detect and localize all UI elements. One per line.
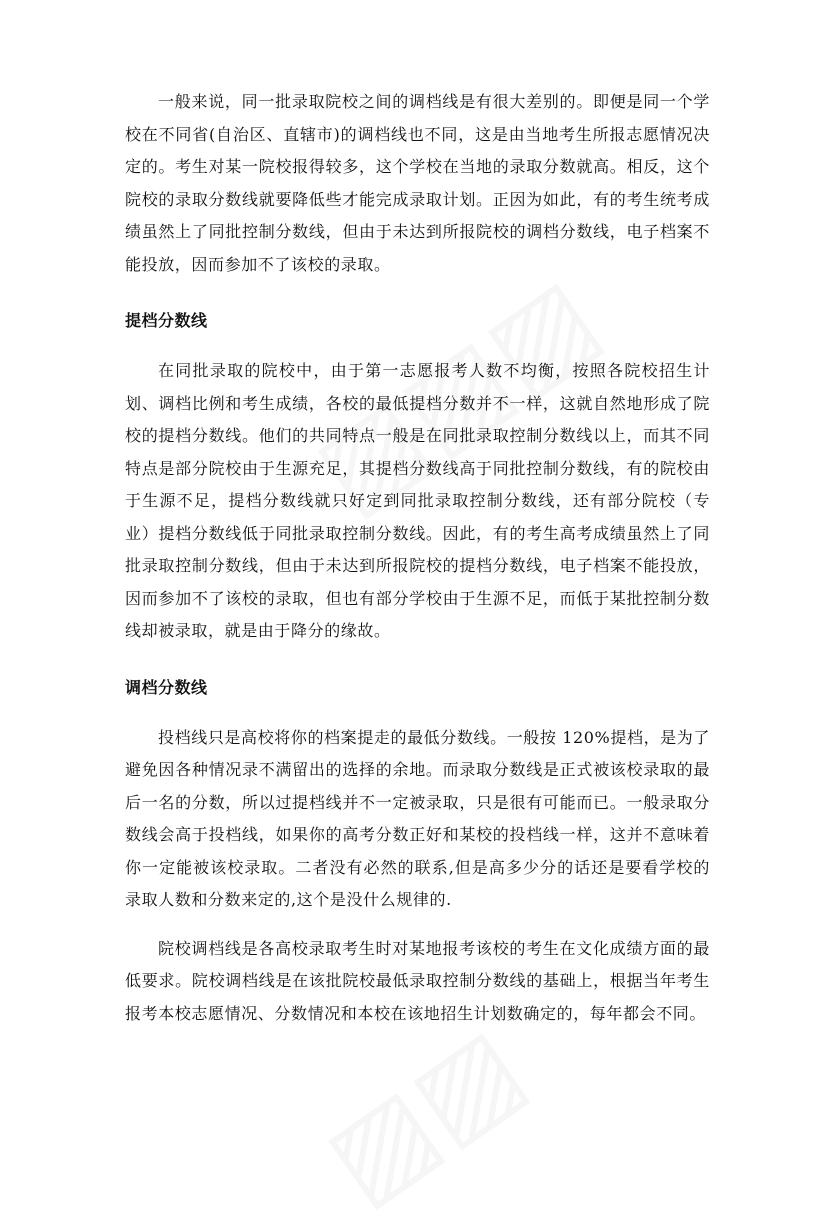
paragraph: 在同批录取的院校中，由于第一志愿报考人数不均衡，按照各院校招生计划、调档比例和考生成绩，各校的最低提档分数并不一样，这就自然地形成了院校的提档分数线。他们的共同特点一般是在同批录取控制分数线以上，而其不同特点是部分院校由于生源充足，其提档分数线高于同批控制分数线，有的院校由于生源不足，提档分数线就只好定到同批录取控制分数线，还有部分院校（专业）提档分数线低于同批录取控制分数线。因此，有的考生高考成绩虽然上了同批录取控制分数线，但由于未达到所报院校的提档分数线，电子档案不能投放，因而参加不了该校的录取，但也有部分学校由于生源不足，而低于某批控制分数线却被录取，就是由于降分的缘故。 (125, 361, 710, 640)
paragraph: 投档线只是高校将你的档案提走的最低分数线。一般按 120%提档，是为了避免因各种情况录不满留出的选择的余地。而录取分数线是正式被该校录取的最后一名的分数，所以过提档线并不一定被录取，只是很有可能而已。一般录取分数线会高于投档线，如果你的高考分数正好和某校的投档线一样，这并不意味着你一定能被该校录取。二者没有必然的联系,但是高多少分的话还是要看学校的录取人数和分数来定的,这个是没什么规律的. (125, 727, 710, 909)
section-heading: 调档分数线 (125, 677, 208, 697)
paragraph: 院校调档线是各高校录取考生时对某地报考该校的考生在文化成绩方面的最低要求。院校调档线是在该批院校最低录取控制分数线的基础上，根据当年考生报考本校志愿情况、分数情况和本校在该地招生计划数确定的，每年都会不同。 (125, 938, 710, 1023)
document-body (125, 86, 710, 1030)
paragraph: 一般来说，同一批录取院校之间的调档线是有很大差别的。即便是同一个学校在不同省(自治区、直辖市)的调档线也不同，这是由当地考生所报志愿情况决定的。考生对某一院校报得较多，这个学校在当地的录取分数就高。相反，这个院校的录取分数线就要降低些才能完成录取计划。正因为如此，有的考生统考成绩虽然上了同批控制分数线，但由于未达到所报院校的调档分数线，电子档案不能投放，因而参加不了该校的录取。 (125, 92, 710, 274)
watermark (302, 1002, 546, 1226)
section-heading: 提档分数线 (125, 311, 208, 330)
